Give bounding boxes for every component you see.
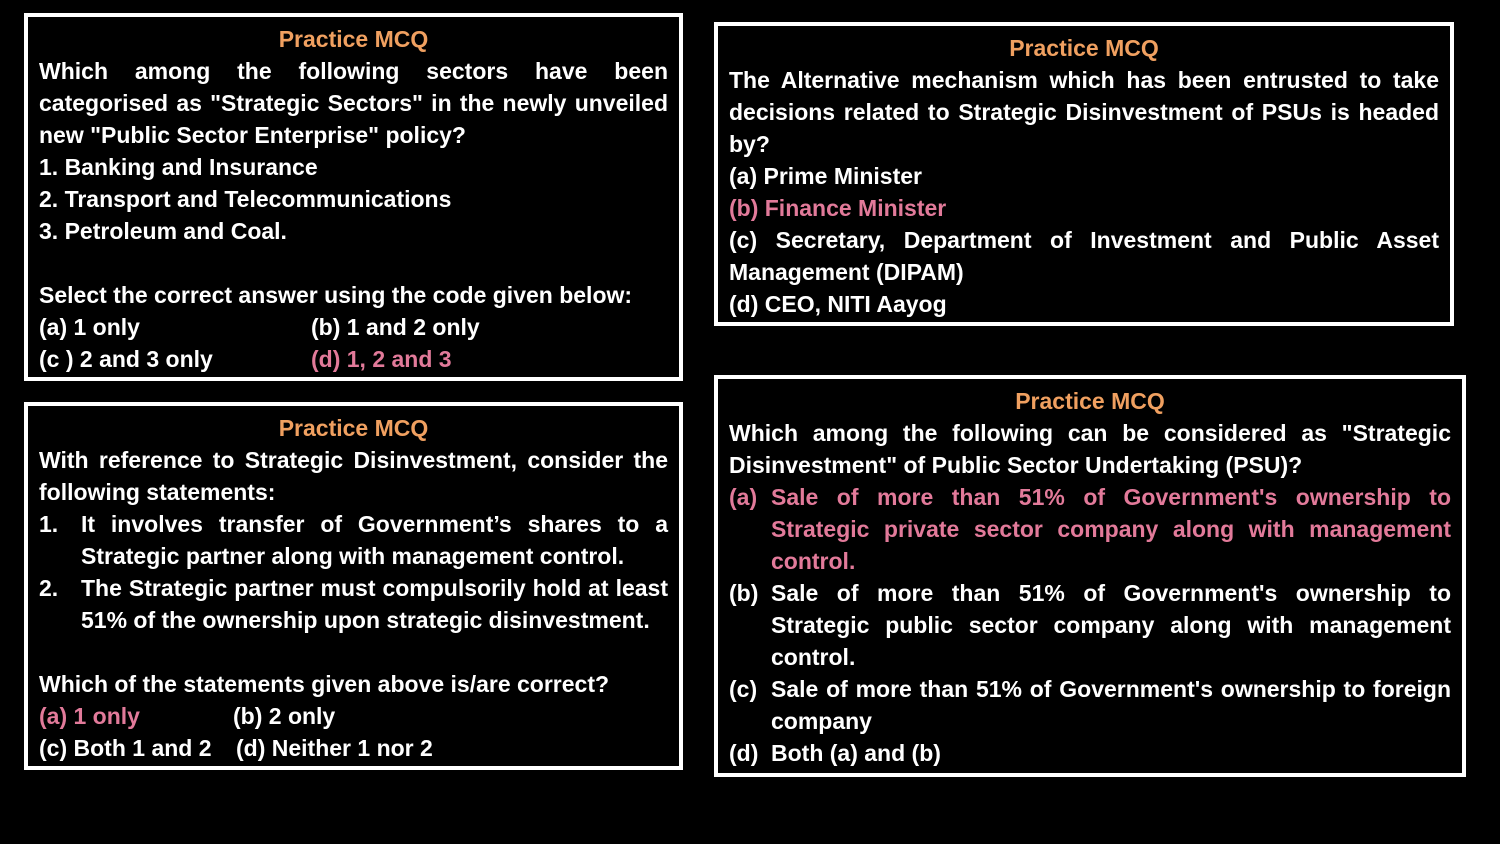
option-c[interactable]: (c) Both 1 and 2 [39, 735, 212, 761]
card-title: Practice MCQ [1015, 388, 1165, 414]
option-d[interactable]: (d) Neither 1 nor 2 [236, 735, 433, 761]
option-a-correct[interactable] [729, 481, 1451, 577]
option-a[interactable]: (a) 1 only [39, 314, 140, 340]
option-b[interactable] [729, 577, 1451, 673]
option-label: (c) [729, 676, 758, 702]
option-label: (a) [729, 484, 758, 510]
option-c-continued: Management (DIPAM) [729, 259, 964, 285]
statement-item [39, 508, 668, 572]
option-row [39, 343, 668, 375]
option-b[interactable]: (b) 1 and 2 only [311, 314, 480, 340]
statement-number: 1. [39, 511, 59, 537]
option-c[interactable]: (c ) 2 and 3 only [39, 346, 213, 372]
card-title: Practice MCQ [278, 415, 429, 441]
question-line: With reference to Strategic Disinvestment, consider the [39, 447, 668, 473]
option-text: Sale of more than 51% of Government's ownership to Strategic private sector company along with management control. [771, 484, 1451, 574]
option-text: Both (a) and (b) [771, 740, 941, 766]
option-a-correct[interactable]: (a) 1 only [39, 703, 140, 729]
option-label: (d) [729, 740, 759, 766]
question-line: new "Public Sector Enterprise" policy? [39, 122, 466, 148]
question-line: Disinvestment" of Public Sector Undertaking (PSU)? [729, 452, 1303, 478]
option-a[interactable]: (a) Prime Minister [729, 163, 922, 189]
statement-number: 2. [39, 575, 59, 601]
spacer [39, 636, 668, 668]
question-line: Which among the following sectors have been [39, 58, 668, 84]
statement-item: 2. Transport and Telecommunications [39, 186, 452, 212]
statement-text: The Strategic partner must compulsorily hold at least 51% of the ownership upon strategic disinvestment. [81, 575, 668, 633]
mcq-card-3 [714, 22, 1454, 326]
question-line: following statements: [39, 479, 276, 505]
option-row [39, 732, 668, 764]
statement-item: 3. Petroleum and Coal. [39, 218, 287, 244]
question-line: categorised as "Strategic Sectors" in the newly unveiled [39, 90, 668, 116]
mcq-card-1 [24, 13, 683, 381]
card-title: Practice MCQ [278, 26, 429, 52]
statement-text: It involves transfer of Government’s shares to a Strategic partner along with management control. [81, 511, 668, 569]
option-d-correct[interactable]: (d) 1, 2 and 3 [311, 346, 452, 372]
option-row [39, 311, 668, 343]
option-d[interactable]: (d) CEO, NITI Aayog [729, 291, 947, 317]
option-c[interactable]: (c) Secretary, Department of Investment and Public Asset [729, 227, 1439, 253]
answer-prompt: Select the correct answer using the code given below: [39, 282, 633, 308]
statement-item: 1. Banking and Insurance [39, 154, 318, 180]
question-line: decisions related to Strategic Disinvestment of PSUs is headed [729, 99, 1439, 125]
mcq-card-2 [24, 402, 683, 770]
option-text: Sale of more than 51% of Government's ownership to Strategic public sector company along with management control. [771, 580, 1451, 670]
spacer [39, 247, 668, 279]
option-row [39, 700, 668, 732]
answer-prompt: Which of the statements given above is/are correct? [39, 671, 610, 697]
option-b-correct[interactable]: (b) Finance Minister [729, 195, 947, 221]
option-label: (b) [729, 580, 759, 606]
option-b[interactable]: (b) 2 only [233, 703, 336, 729]
option-text: Sale of more than 51% of Government's ownership to foreign company [771, 676, 1451, 734]
option-c[interactable] [729, 673, 1451, 737]
card-title: Practice MCQ [1009, 35, 1159, 61]
mcq-card-4 [714, 375, 1466, 777]
option-d[interactable] [729, 737, 1451, 769]
statement-item [39, 572, 668, 636]
question-line: The Alternative mechanism which has been entrusted to take [729, 67, 1439, 93]
question-line: Which among the following can be considered as "Strategic [729, 420, 1451, 446]
question-line: by? [729, 131, 770, 157]
